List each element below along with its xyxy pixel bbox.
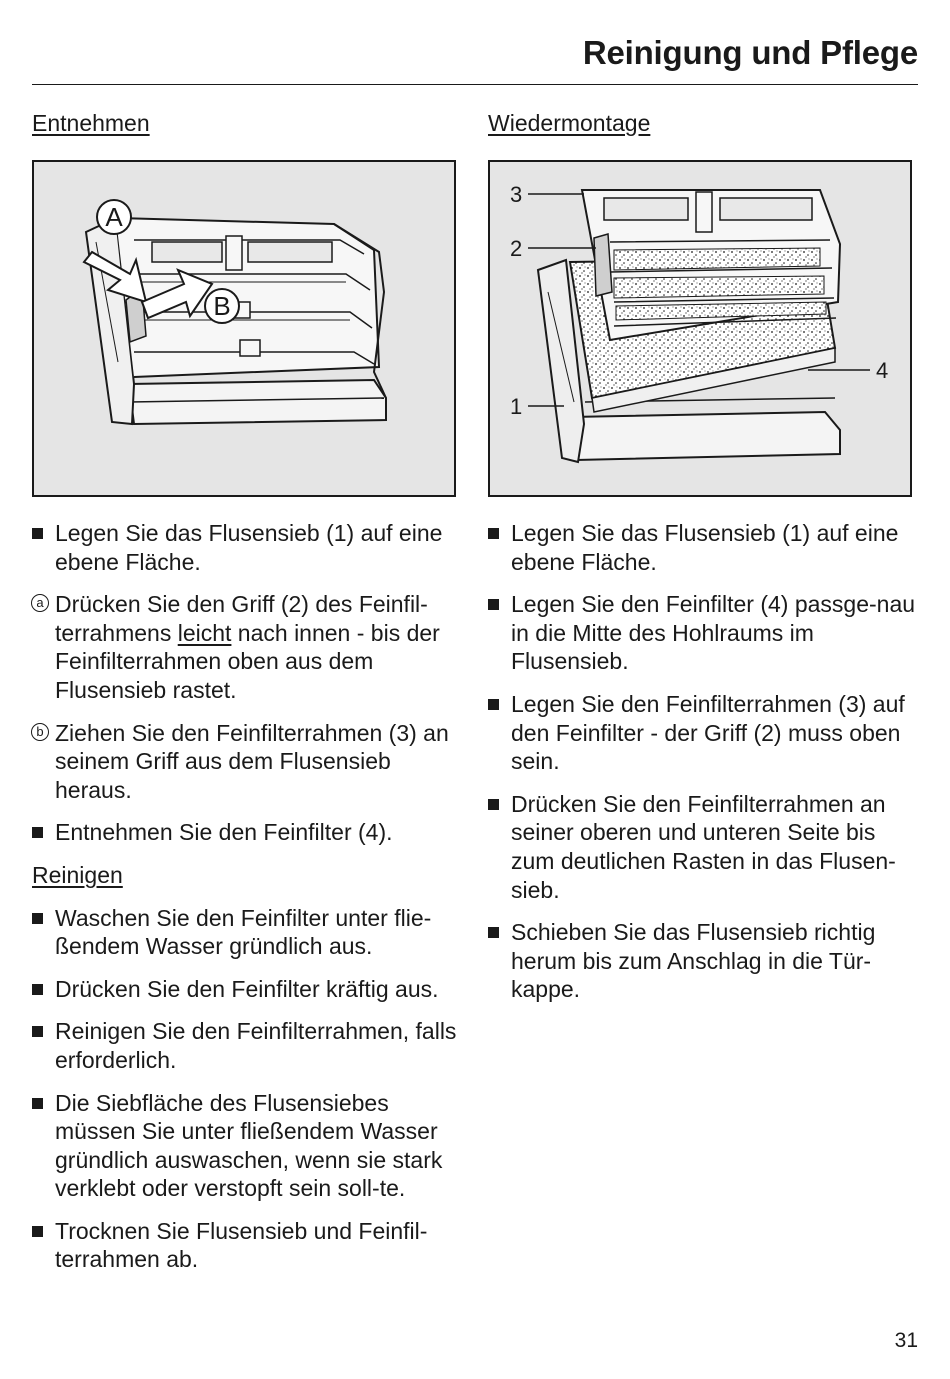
bullet-icon <box>32 984 43 995</box>
bullet-icon <box>488 599 499 610</box>
list-item: Die Siebfläche des Flusensiebes müssen Sie unter fließendem Wasser gründlich auswaschen, wenn sie stark verklebt oder verstopft sein soll-te. <box>32 1089 462 1203</box>
left-column <box>32 110 462 1288</box>
callout-2: 2 <box>510 236 523 261</box>
step-a-marker-icon: a <box>31 594 49 612</box>
bullet-icon <box>32 1026 43 1037</box>
lint-filter-removal-drawing <box>34 162 454 495</box>
page-title: Reinigung und Pflege <box>582 34 918 71</box>
list-item: Legen Sie den Feinfilterrahmen (3) auf den Feinfilter - der Griff (2) muss oben sein. <box>488 690 918 776</box>
section-heading-entnehmen: Entnehmen <box>32 110 150 136</box>
reassembly-steps <box>488 519 918 1004</box>
bullet-icon <box>32 528 43 539</box>
list-item: Waschen Sie den Feinfilter unter flie-ßendem Wasser gründlich aus. <box>32 904 462 961</box>
emphasized-word: leicht <box>177 619 232 646</box>
section-heading-reinigen: Reinigen <box>32 861 123 888</box>
list-item: Legen Sie den Feinfilter (4) passge-nau in die Mitte des Hohlraums im Flusensieb. <box>488 590 918 676</box>
list-item: Entnehmen Sie den Feinfilter (4). <box>32 818 462 847</box>
lint-filter-reassembly-drawing <box>490 162 910 495</box>
bullet-icon <box>32 913 43 924</box>
list-item: Reinigen Sie den Feinfilterrahmen, falls erforderlich. <box>32 1017 462 1074</box>
list-item: Schieben Sie das Flusensieb richtig herum bis zum Anschlag in die Tür-kappe. <box>488 918 918 1004</box>
bullet-icon <box>32 1226 43 1237</box>
right-column <box>488 110 918 1018</box>
bullet-icon <box>488 699 499 710</box>
removal-illustration <box>32 160 456 497</box>
page-number: 31 <box>894 1329 918 1352</box>
list-item: Drücken Sie den Feinfilter kräftig aus. <box>32 975 462 1004</box>
bullet-icon <box>488 799 499 810</box>
list-item: Legen Sie das Flusensieb (1) auf eine ebene Fläche. <box>488 519 918 576</box>
section-heading-wiedermontage: Wiedermontage <box>488 110 651 136</box>
list-item: Legen Sie das Flusensieb (1) auf eine ebene Fläche. <box>32 519 462 576</box>
bullet-icon <box>488 528 499 539</box>
callout-3: 3 <box>510 182 523 207</box>
bullet-icon <box>32 827 43 838</box>
step-b-marker-icon: b <box>31 723 49 741</box>
title-divider <box>32 84 918 85</box>
list-item: Trocknen Sie Flusensieb und Feinfil-terrahmen ab. <box>32 1217 462 1274</box>
figure-label-b: B <box>213 291 231 321</box>
callout-4: 4 <box>876 358 889 383</box>
bullet-icon <box>488 927 499 938</box>
figure-label-a: A <box>105 202 123 232</box>
list-item: Drücken Sie den Feinfilterrahmen an seiner oberen und unteren Seite bis zum deutlichen Rasten in das Flusen-sieb. <box>488 790 918 904</box>
list-item: a Drücken Sie den Griff (2) des Feinfil-terrahmens leicht nach innen - bis der Feinfilterrahmen oben aus dem Flusensieb rastet. <box>32 590 462 704</box>
bullet-icon <box>32 1098 43 1109</box>
removal-steps <box>32 519 462 1274</box>
reassembly-illustration <box>488 160 912 497</box>
list-item: b Ziehen Sie den Feinfilterrahmen (3) an seinem Griff aus dem Flusensieb heraus. <box>32 719 462 805</box>
callout-1: 1 <box>510 394 523 419</box>
